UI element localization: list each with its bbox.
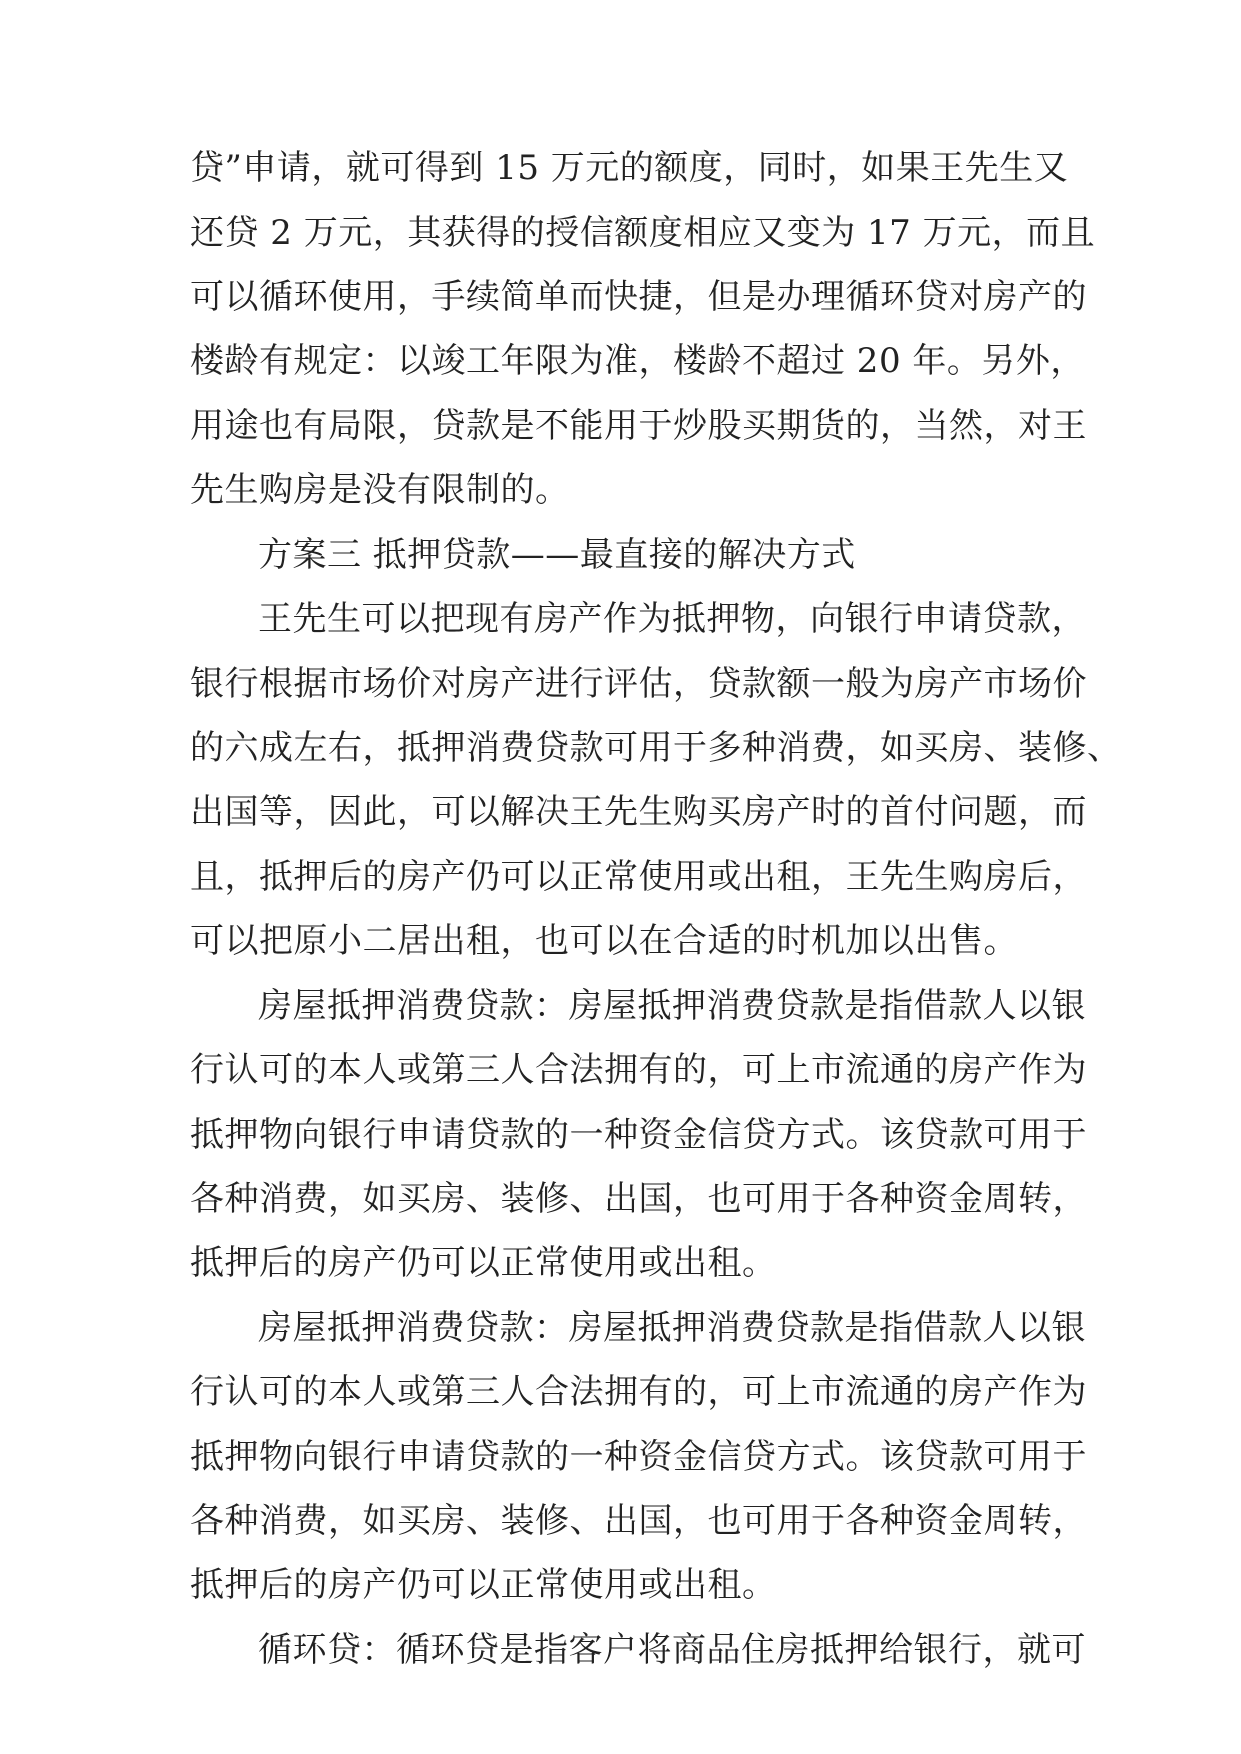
text-line: 还贷 2 万元，其获得的授信额度相应又变为 17 万元，而且 — [190, 213, 1096, 253]
text-line: 房屋抵押消费贷款：房屋抵押消费贷款是指借款人以银 — [258, 986, 1086, 1026]
text-line: 抵押物向银行申请贷款的一种资金信贷方式。该贷款可用于 — [190, 1437, 1087, 1477]
text-line: 可以把原小二居出租，也可以在合适的时机加以出售。 — [190, 921, 1018, 961]
text-line: 银行根据市场价对房产进行评估，贷款额一般为房产市场价 — [190, 664, 1087, 704]
text-line: 用途也有局限，贷款是不能用于炒股买期货的，当然，对王 — [190, 406, 1087, 446]
text-line: 楼龄有规定：以竣工年限为准，楼龄不超过 20 年。另外， — [190, 341, 1085, 381]
text-line: 王先生可以把现有房产作为抵押物，向银行申请贷款， — [258, 599, 1086, 639]
text-line: 行认可的本人或第三人合法拥有的，可上市流通的房产作为 — [190, 1050, 1087, 1090]
text-line: 先生购房是没有限制的。 — [190, 470, 570, 510]
text-line: 房屋抵押消费贷款：房屋抵押消费贷款是指借款人以银 — [258, 1308, 1086, 1348]
text-line: 抵押后的房产仍可以正常使用或出租。 — [190, 1243, 777, 1283]
text-line: 行认可的本人或第三人合法拥有的，可上市流通的房产作为 — [190, 1372, 1087, 1412]
text-line: 且，抵押后的房产仍可以正常使用或出租，王先生购房后， — [190, 857, 1087, 897]
text-line: 抵押物向银行申请贷款的一种资金信贷方式。该贷款可用于 — [190, 1115, 1087, 1155]
text-line: 贷”申请，就可得到 15 万元的额度，同时，如果王先生又 — [190, 148, 1069, 188]
text-line: 循环贷：循环贷是指客户将商品住房抵押给银行，就可 — [258, 1630, 1086, 1670]
text-line: 抵押后的房产仍可以正常使用或出租。 — [190, 1565, 777, 1605]
text-line: 可以循环使用，手续简单而快捷，但是办理循环贷对房产的 — [190, 277, 1087, 317]
text-line: 各种消费，如买房、装修、出国，也可用于各种资金周转， — [190, 1179, 1087, 1219]
text-line: 的六成左右，抵押消费贷款可用于多种消费，如买房、装修、 — [190, 728, 1122, 768]
section-heading: 方案三 抵押贷款——最直接的解决方式 — [258, 535, 856, 575]
text-line: 各种消费，如买房、装修、出国，也可用于各种资金周转， — [190, 1501, 1087, 1541]
text-line: 出国等，因此，可以解决王先生购买房产时的首付问题，而 — [190, 792, 1087, 832]
